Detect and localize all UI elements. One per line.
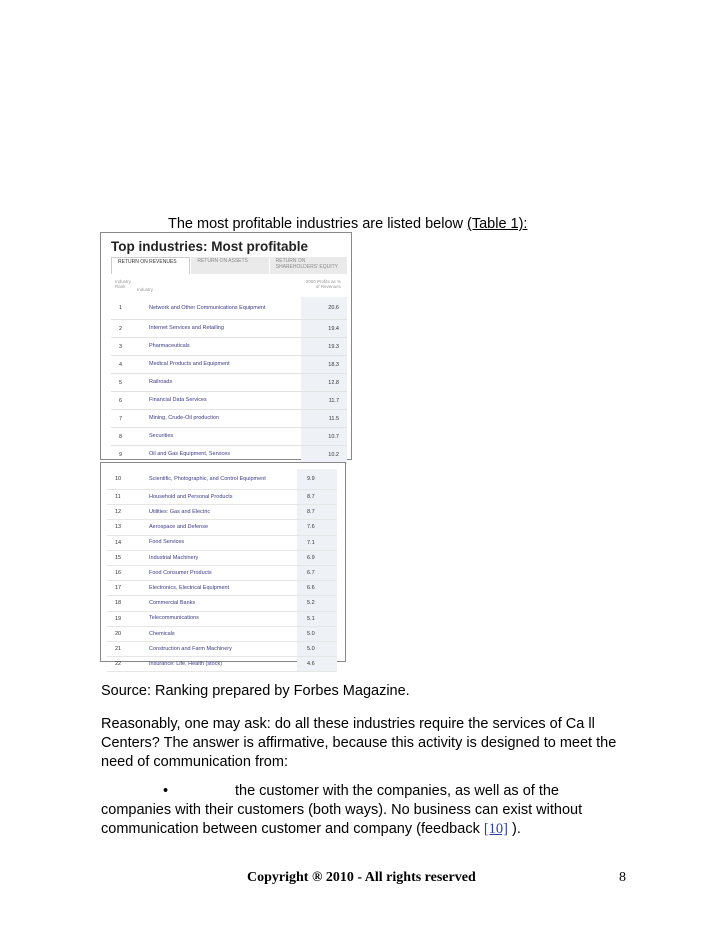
bullet-line bbox=[101, 820, 521, 839]
row-value: 7.6 bbox=[297, 520, 337, 534]
row-rank: 18 bbox=[115, 600, 122, 607]
row-industry: Insurance: Life, Health (stock) bbox=[149, 660, 223, 667]
table-rows bbox=[111, 297, 347, 464]
citation-link[interactable]: [10] bbox=[483, 821, 509, 837]
table-row bbox=[107, 642, 337, 657]
bullet-line-end: ). bbox=[508, 821, 521, 837]
bullet-first-line: the customer with the companies, as well as of the bbox=[235, 783, 559, 799]
row-value: 6.7 bbox=[297, 566, 337, 580]
table-row bbox=[111, 374, 347, 392]
row-value: 19.3 bbox=[301, 338, 347, 355]
row-rank: 12 bbox=[115, 509, 122, 516]
row-industry: Aerospace and Defense bbox=[149, 524, 209, 531]
row-rank: 14 bbox=[115, 539, 122, 546]
row-value: 5.0 bbox=[297, 642, 337, 656]
row-rank: 16 bbox=[115, 570, 122, 577]
row-industry: Internet Services and Retailing bbox=[149, 325, 224, 331]
table-row bbox=[111, 410, 347, 428]
row-value: 18.3 bbox=[301, 356, 347, 373]
table-row bbox=[111, 297, 347, 320]
row-industry: Utilities: Gas and Electric bbox=[149, 509, 211, 516]
tab-return-on-assets: RETURN ON ASSETS bbox=[190, 257, 268, 274]
row-rank: 1 bbox=[119, 305, 123, 311]
row-industry: Construction and Farm Machinery bbox=[149, 645, 232, 652]
row-value: 6.9 bbox=[297, 551, 337, 565]
row-industry: Telecommunications bbox=[149, 615, 199, 622]
row-rank: 5 bbox=[119, 379, 123, 386]
row-value: 5.2 bbox=[297, 596, 337, 610]
table-row bbox=[107, 657, 337, 672]
header-value: 2000 Profits as % of Revenues bbox=[305, 279, 341, 289]
row-rank: 4 bbox=[119, 361, 123, 368]
table-reference: (Table 1): bbox=[467, 216, 528, 232]
table-row bbox=[111, 428, 347, 446]
row-rank: 19 bbox=[115, 615, 122, 622]
row-industry: Securities bbox=[149, 433, 174, 439]
table-row bbox=[107, 469, 337, 490]
row-rank: 22 bbox=[115, 661, 122, 668]
row-industry: Household and Personal Products bbox=[149, 493, 233, 500]
table-row bbox=[107, 627, 337, 642]
bullet-line: companies with their customers (both ways). No business can exist without bbox=[101, 802, 583, 818]
table-row bbox=[107, 536, 337, 551]
row-value: 19.4 bbox=[301, 320, 347, 337]
row-value: 7.1 bbox=[297, 536, 337, 550]
row-rank: 8 bbox=[119, 433, 123, 440]
source-line: Source: Ranking prepared by Forbes Magazine. bbox=[101, 683, 410, 699]
table-image-top bbox=[100, 232, 352, 460]
table-row bbox=[107, 596, 337, 611]
row-rank: 11 bbox=[115, 494, 121, 501]
tab-return-on-equity: RETURN ON SHAREHOLDERS' EQUITY bbox=[269, 257, 347, 274]
row-value: 10.2 bbox=[301, 446, 347, 463]
table-row bbox=[107, 520, 337, 535]
row-industry: Electronics, Electrical Equipment bbox=[149, 584, 230, 591]
header-industry: Industry bbox=[137, 287, 154, 292]
row-rank: 10 bbox=[115, 476, 122, 482]
row-rank: 6 bbox=[119, 397, 123, 404]
row-value: 5.1 bbox=[297, 612, 337, 626]
table-row bbox=[111, 338, 347, 356]
page-number: 8 bbox=[619, 870, 626, 885]
row-rank: 21 bbox=[115, 645, 122, 652]
table-row bbox=[107, 490, 337, 505]
row-industry: Industrial Machinery bbox=[149, 554, 199, 561]
row-rank: 9 bbox=[119, 451, 123, 458]
row-value: 11.5 bbox=[301, 410, 347, 427]
row-industry: Commercial Banks bbox=[149, 600, 196, 607]
paragraph bbox=[101, 715, 616, 772]
row-rank: 7 bbox=[119, 415, 123, 422]
row-industry: Scientific, Photographic, and Control Equipment bbox=[149, 475, 266, 482]
table-row bbox=[107, 551, 337, 566]
header-rank: Industry Rank bbox=[115, 279, 132, 289]
bullet-marker: • bbox=[163, 783, 169, 799]
row-rank: 13 bbox=[115, 524, 122, 531]
row-industry: Railroads bbox=[149, 379, 173, 385]
row-value: 5.0 bbox=[297, 627, 337, 641]
table-row bbox=[111, 320, 347, 338]
table-row bbox=[107, 505, 337, 520]
row-industry: Food Services bbox=[149, 539, 185, 546]
row-industry: Financial Data Services bbox=[149, 397, 207, 403]
table-title: Top industries: Most profitable bbox=[111, 239, 308, 254]
table-tabs bbox=[111, 257, 347, 274]
row-value: 6.6 bbox=[297, 581, 337, 595]
tab-return-on-revenues: RETURN ON REVENUES bbox=[111, 257, 190, 274]
paragraph-line: Centers? The answer is affirmative, because this activity is designed to meet the bbox=[101, 735, 617, 751]
table-row bbox=[107, 581, 337, 596]
row-industry: Oil and Gas Equipment, Services bbox=[149, 451, 231, 457]
paragraph-line: need of communication from: bbox=[101, 754, 288, 770]
bullet-line-text: communication between customer and company (feedback bbox=[101, 821, 484, 837]
row-value: 4.6 bbox=[297, 657, 337, 671]
table-image-bottom bbox=[100, 462, 346, 668]
row-rank: 3 bbox=[119, 343, 123, 350]
row-industry: Pharmaceuticals bbox=[149, 343, 190, 349]
row-rank: 20 bbox=[115, 630, 122, 637]
table-row bbox=[111, 356, 347, 374]
paragraph-line: Reasonably, one may ask: do all these industries require the services of Ca ll bbox=[101, 716, 595, 732]
row-value: 10.7 bbox=[301, 428, 347, 445]
row-rank: 2 bbox=[119, 325, 123, 332]
copyright-footer: Copyright ® 2010 - All rights reserved bbox=[247, 870, 476, 885]
table-row bbox=[111, 392, 347, 410]
row-industry: Mining, Crude-Oil production bbox=[149, 415, 220, 421]
row-rank: 15 bbox=[115, 554, 122, 561]
row-value: 12.8 bbox=[301, 374, 347, 391]
row-value: 8.7 bbox=[297, 505, 337, 519]
table-row bbox=[107, 612, 337, 627]
table-row bbox=[107, 566, 337, 581]
intro-text: The most profitable industries are listed below bbox=[168, 216, 468, 232]
row-rank: 17 bbox=[115, 585, 122, 592]
row-industry: Network and Other Communications Equipment bbox=[149, 304, 266, 311]
row-industry: Food Consumer Products bbox=[149, 569, 212, 576]
row-industry: Medical Products and Equipment bbox=[149, 361, 230, 367]
table-rows bbox=[107, 469, 337, 672]
row-value: 20.6 bbox=[301, 297, 347, 319]
row-value: 11.7 bbox=[301, 392, 347, 409]
row-value: 9.9 bbox=[297, 469, 337, 489]
row-value: 8.7 bbox=[297, 490, 337, 504]
row-industry: Chemicals bbox=[149, 630, 175, 637]
